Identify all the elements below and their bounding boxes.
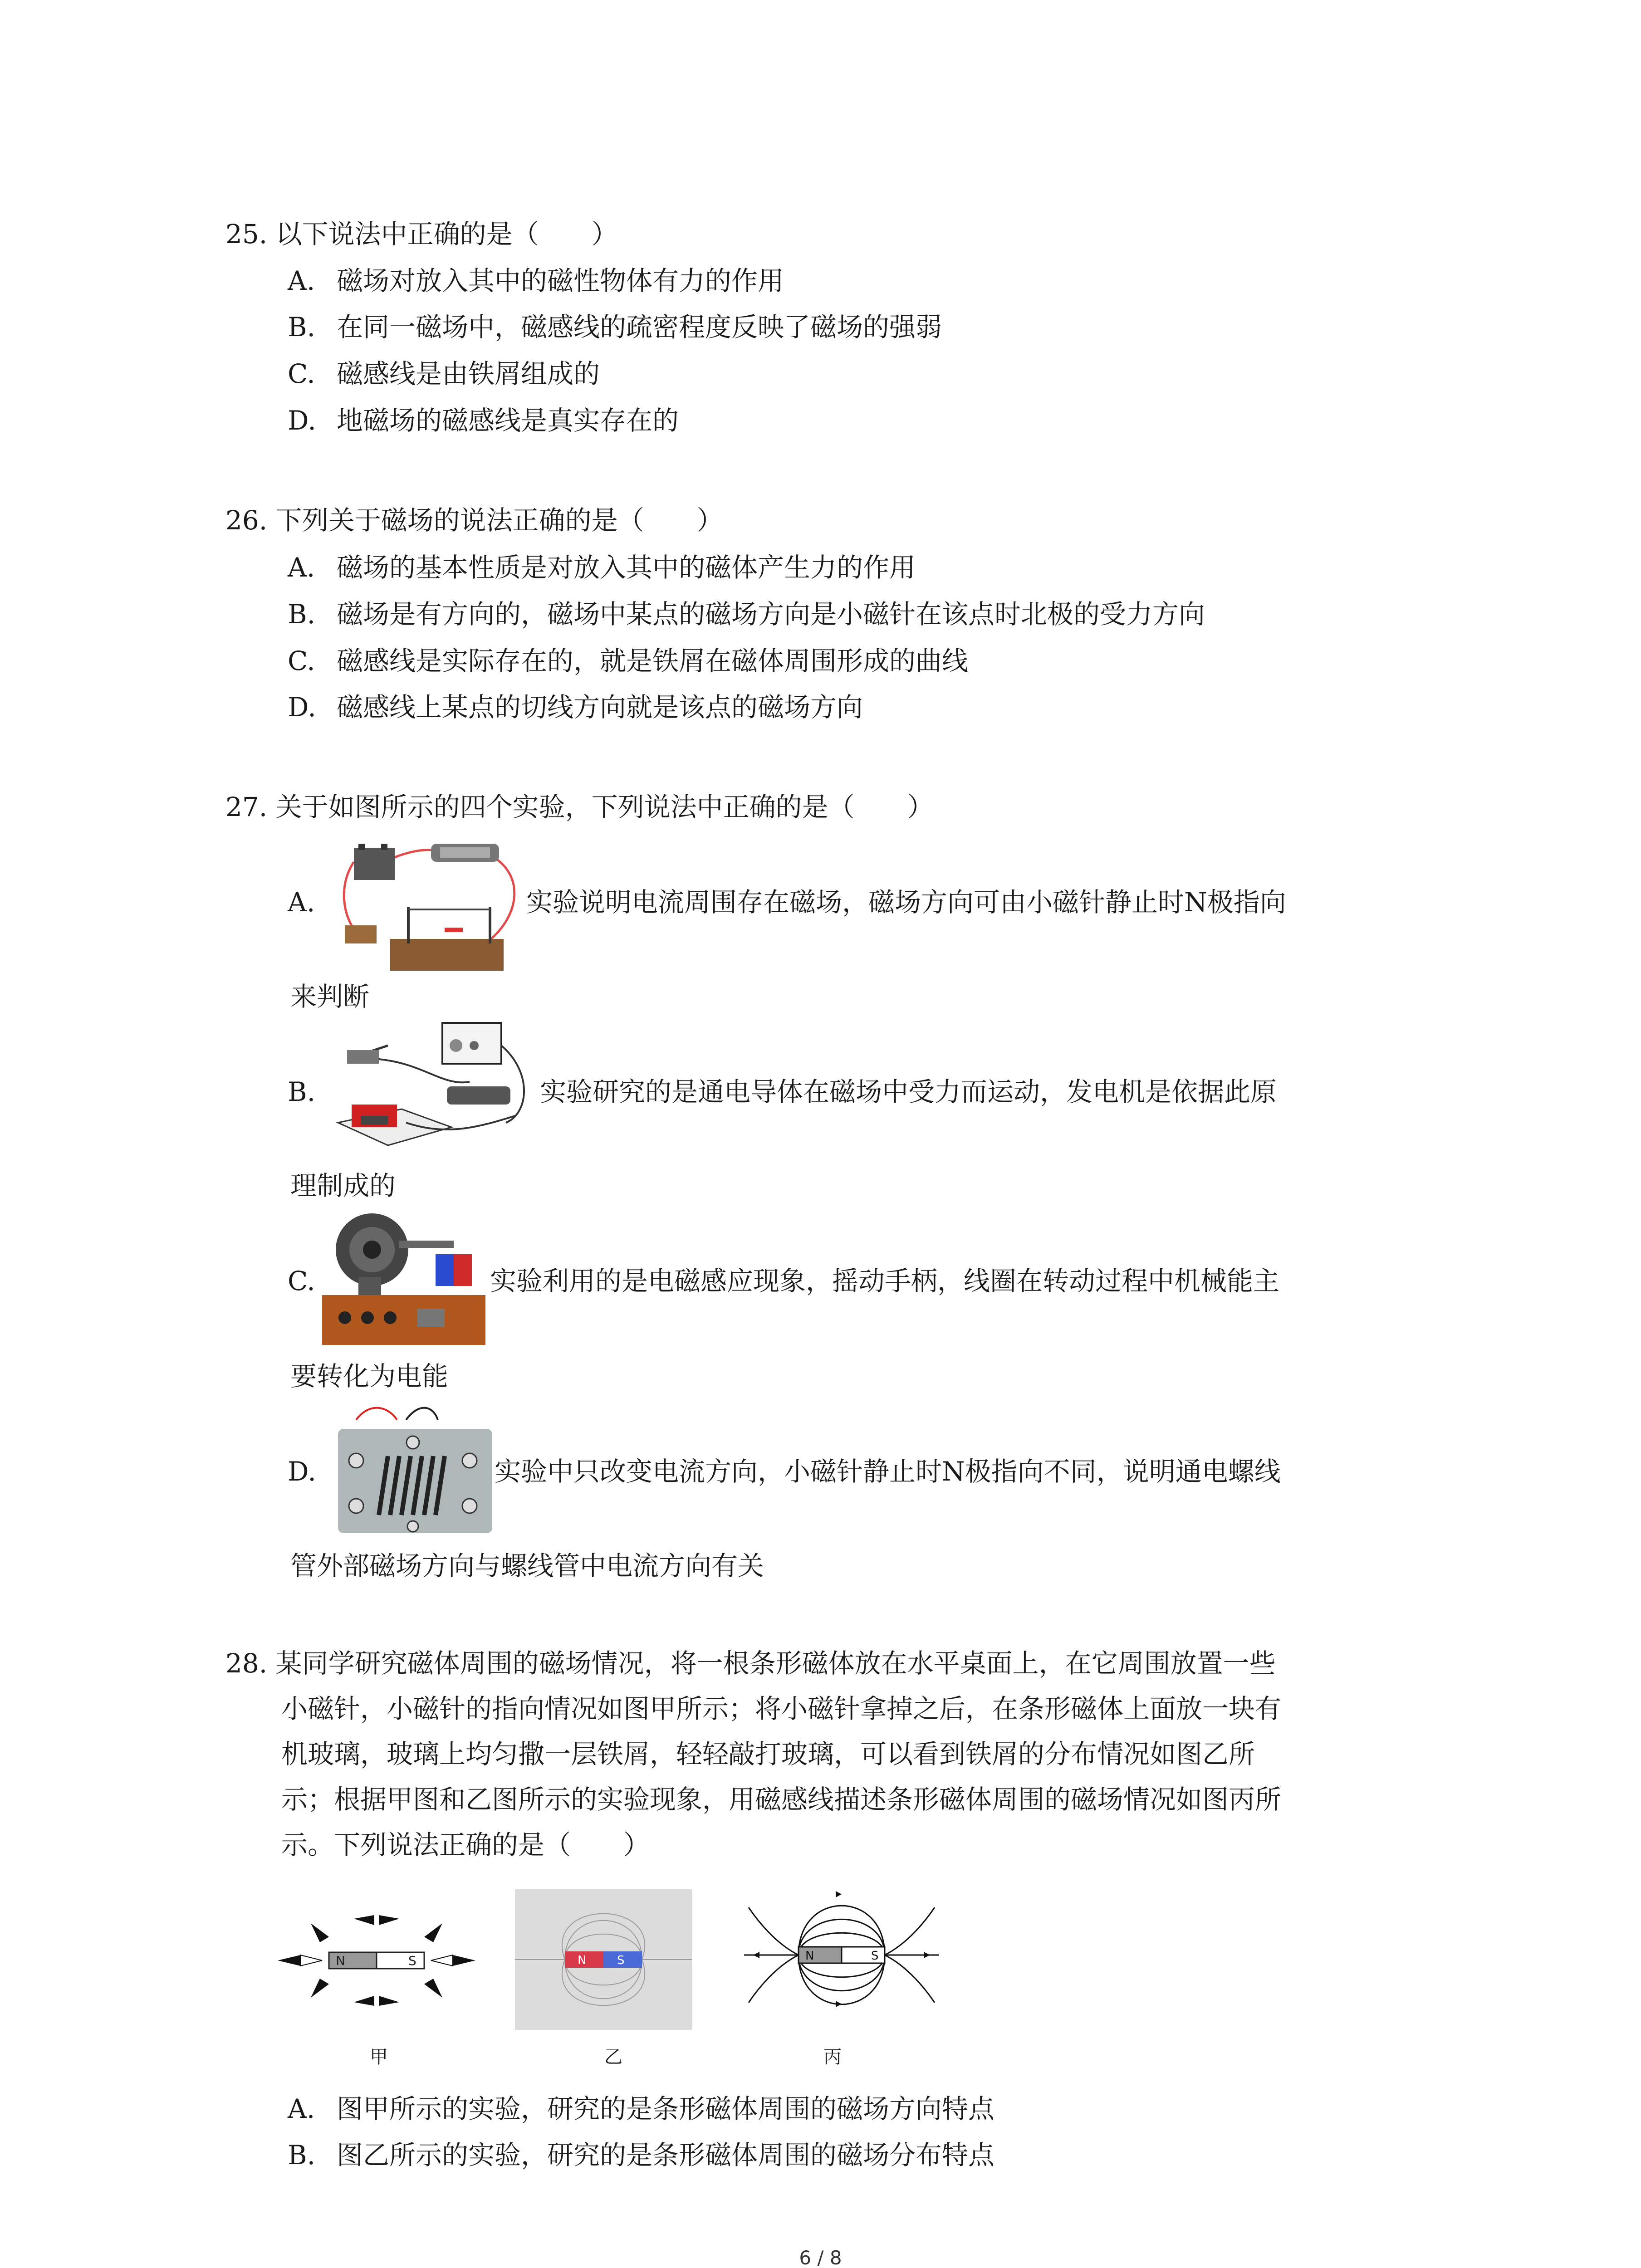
option-label: B.: [288, 599, 316, 630]
magnet-s-label: S: [617, 1954, 625, 1967]
q28-stem-line-1: 28. 某同学研究磁体周围的磁场情况，将一根条形磁体放在水平桌面上，在它周围放置一些: [225, 1648, 1276, 1679]
option-text: 图甲所示的实验，研究的是条形磁体周围的磁场方向特点: [337, 2093, 995, 2124]
q26-option-c: [288, 645, 969, 676]
option-label: C.: [288, 358, 315, 389]
figure-bing-field-lines-image: [740, 1880, 944, 2030]
q27-option-c-text: 实验利用的是电磁感应现象，摇动手柄，线圈在转动过程中机械能主: [490, 1266, 1280, 1296]
magnet-n-label: N: [805, 1949, 814, 1963]
q27-option-b-text: 实验研究的是通电导体在磁场中受力而运动，发电机是依据此原: [540, 1076, 1277, 1107]
q28-option-b: [288, 2142, 994, 2168]
option-text: 磁感线上某点的切线方向就是该点的磁场方向: [337, 692, 863, 723]
q27-option-d-text: 实验中只改变电流方向，小磁针静止时N极指向不同，说明通电螺线: [495, 1456, 1281, 1487]
option-text: 磁场是有方向的，磁场中某点的磁场方向是小磁针在该点时北极的受力方向: [337, 599, 1205, 630]
magnet-s-label: S: [408, 1953, 416, 1968]
option-label: A.: [288, 265, 315, 296]
q25-option-d: [288, 407, 679, 434]
q27-stem: 27. 关于如图所示的四个实验，下列说法中正确的是（ ）: [225, 792, 934, 822]
q25-option-c: [288, 358, 600, 389]
option-text: 磁感线是实际存在的，就是铁屑在磁体周围形成的曲线: [337, 645, 969, 676]
q27-option-c-cont: 要转化为电能: [290, 1361, 449, 1392]
q28-stem-line-3: 机玻璃，玻璃上均匀撒一层铁屑，轻轻敲打玻璃，可以看到铁屑的分布情况如图乙所: [281, 1739, 1255, 1769]
option-text: 在同一磁场中，磁感线的疏密程度反映了磁场的强弱: [337, 312, 942, 342]
option-text: 图乙所示的实验，研究的是条形磁体周围的磁场分布特点: [337, 2140, 995, 2170]
q28-stem-line-2: 小磁针，小磁针的指向情况如图甲所示；将小磁针拿掉之后，在条形磁体上面放一块有: [281, 1693, 1282, 1724]
option-label: A.: [288, 2093, 315, 2124]
q28-option-a: [288, 2093, 995, 2124]
q26-option-a: [288, 554, 916, 581]
q25-option-b: [288, 314, 942, 340]
q25-stem: 25. 以下说法中正确的是（ ）: [225, 219, 618, 249]
q27-option-d-cont: 管外部磁场方向与螺线管中电流方向有关: [290, 1550, 764, 1581]
q27-option-a-label: A.: [288, 887, 315, 918]
generator-model-image: [318, 1209, 490, 1354]
option-label: A.: [288, 552, 315, 583]
option-text: 地磁场的磁感线是真实存在的: [337, 405, 679, 436]
option-text: 磁场对放入其中的磁性物体有力的作用: [337, 265, 784, 296]
figure-jia-compass-image: [277, 1905, 476, 2014]
magnet-s-label: S: [871, 1949, 879, 1963]
option-label: B.: [288, 312, 316, 342]
option-label: D.: [288, 692, 316, 723]
q28-stem-line-5: 示。下列说法正确的是（ ）: [281, 1829, 650, 1860]
q26-stem: 26. 下列关于磁场的说法正确的是（ ）: [225, 505, 723, 536]
magnet-n-label: N: [336, 1953, 345, 1968]
motor-experiment-image: [333, 1018, 538, 1154]
page-number: 6 / 8: [799, 2247, 842, 2268]
option-label: B.: [288, 2140, 316, 2170]
option-label: D.: [288, 405, 316, 436]
solenoid-compass-board-image: [333, 1402, 497, 1538]
q27-option-b-cont: 理制成的: [290, 1170, 396, 1201]
figure-caption-yi: 乙: [604, 2047, 622, 2068]
magnet-n-label: N: [578, 1954, 587, 1967]
q26-option-d: [288, 692, 863, 723]
q27-option-c-label: C.: [288, 1266, 315, 1296]
figure-caption-bing: 丙: [823, 2047, 842, 2068]
figure-yi-iron-filings-image: [515, 1889, 692, 2030]
q27-option-a-text: 实验说明电流周围存在磁场，磁场方向可由小磁针静止时N极指向: [526, 887, 1286, 918]
q27-option-d-label: D.: [288, 1456, 316, 1487]
q27-option-a-cont: 来判断: [290, 981, 370, 1012]
q27-option-b-label: B.: [288, 1076, 316, 1107]
q26-option-b: [288, 599, 1205, 630]
option-text: 磁场的基本性质是对放入其中的磁体产生力的作用: [337, 552, 916, 583]
figure-caption-jia: 甲: [370, 2047, 388, 2068]
option-text: 磁感线是由铁屑组成的: [337, 358, 600, 389]
circuit-apparatus-image: [336, 835, 526, 980]
q25-option-a: [288, 265, 784, 296]
option-label: C.: [288, 645, 315, 676]
q28-stem-line-4: 示；根据甲图和乙图所示的实验现象，用磁感线描述条形磁体周围的磁场情况如图丙所: [281, 1784, 1282, 1815]
